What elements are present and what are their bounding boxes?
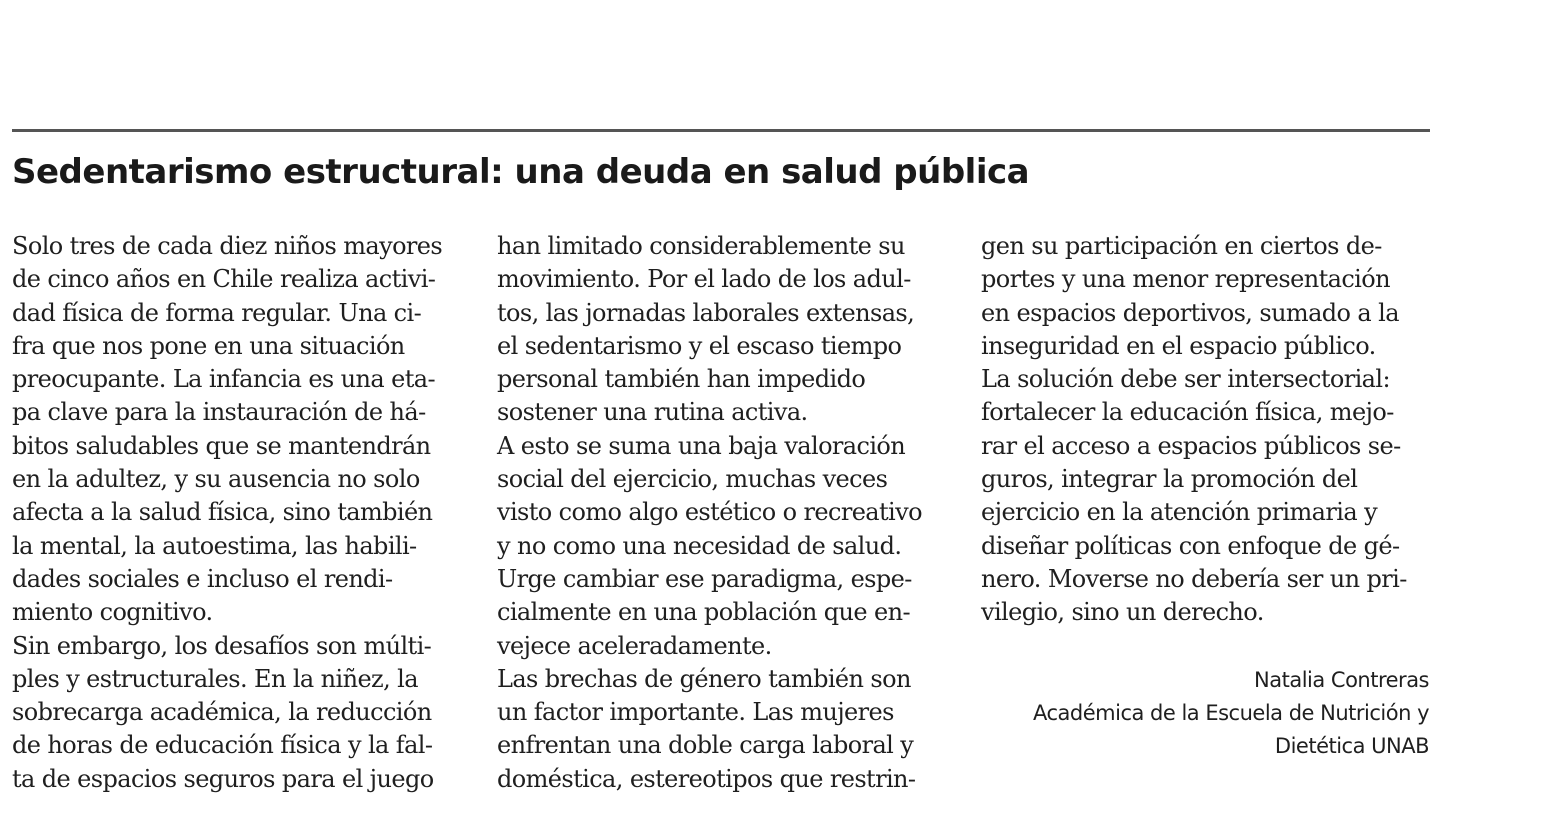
- author-signature: [1033, 664, 1429, 763]
- top-rule: [12, 129, 1430, 132]
- text-line: nero. Moverse no debería ser un pri-: [981, 564, 1407, 593]
- text-line: visto como algo estético o recreativo: [497, 498, 922, 527]
- author-name: Natalia Contreras: [1254, 668, 1429, 692]
- text-line: miento cognitivo.: [12, 598, 213, 627]
- text-line: la mental, la autoestima, las habili-: [12, 531, 417, 560]
- text-line: guros, integrar la promoción del: [981, 465, 1358, 494]
- text-line: preocupante. La infancia es una eta-: [12, 365, 435, 394]
- text-line: inseguridad en el espacio público.: [981, 331, 1376, 360]
- text-line: dad física de forma regular. Una ci-: [12, 298, 422, 327]
- text-line: cialmente en una población que en-: [497, 598, 910, 627]
- text-line: Solo tres de cada diez niños mayores: [12, 232, 443, 260]
- text-line: A esto se suma una baja valoración: [497, 431, 906, 460]
- text-line: La solución debe ser intersectorial:: [981, 365, 1390, 394]
- text-line: Las brechas de género también son: [497, 664, 911, 693]
- text-line: doméstica, estereotipos que restrin-: [497, 764, 916, 793]
- text-line: Urge cambiar ese paradigma, espe-: [497, 564, 912, 593]
- text-line: gen su participación en ciertos de-: [981, 232, 1382, 260]
- text-line: fra que nos pone en una situación: [12, 331, 405, 360]
- text-line: el sedentarismo y el escaso tiempo: [497, 331, 902, 360]
- article-column-3: [981, 230, 1451, 630]
- text-line: personal también han impedido: [497, 365, 866, 394]
- text-line: sobrecarga académica, la reducción: [12, 698, 432, 727]
- text-line: bitos saludables que se mantendrán: [12, 431, 431, 460]
- text-line: afecta a la salud física, sino también: [12, 498, 433, 527]
- text-line: fortalecer la educación física, mejo-: [981, 398, 1394, 427]
- text-line: en la adultez, y su ausencia no solo: [12, 465, 420, 494]
- text-line: ejercicio en la atención primaria y: [981, 498, 1378, 527]
- text-line: rar el acceso a espacios públicos se-: [981, 431, 1401, 460]
- text-line: Sin embargo, los desafíos son múlti-: [12, 631, 432, 660]
- text-line: y no como una necesidad de salud.: [497, 531, 902, 560]
- text-line: ples y estructurales. En la niñez, la: [12, 664, 418, 693]
- text-line: dades sociales e incluso el rendi-: [12, 564, 393, 593]
- headline: Sedentarismo estructural: una deuda en salud pública: [12, 152, 1030, 192]
- text-line: de horas de educación física y la fal-: [12, 731, 433, 760]
- text-line: vejece aceleradamente.: [497, 631, 772, 660]
- text-line: diseñar políticas con enfoque de gé-: [981, 531, 1400, 560]
- text-line: portes y una menor representación: [981, 265, 1390, 294]
- article-column-2: [497, 230, 967, 796]
- text-line: han limitado considerablemente su: [497, 232, 905, 260]
- text-line: de cinco años en Chile realiza activi-: [12, 265, 436, 294]
- text-line: ta de espacios seguros para el juego: [12, 764, 434, 793]
- text-line: movimiento. Por el lado de los adul-: [497, 265, 911, 294]
- text-line: en espacios deportivos, sumado a la: [981, 298, 1399, 327]
- author-role-line-1: Académica de la Escuela de Nutrición y: [1033, 701, 1429, 725]
- text-line: social del ejercicio, muchas veces: [497, 465, 888, 494]
- author-role-line-2: Dietética UNAB: [1274, 734, 1429, 758]
- article-column-1: [12, 230, 482, 796]
- text-line: sostener una rutina activa.: [497, 398, 808, 427]
- text-line: pa clave para la instauración de há-: [12, 398, 426, 427]
- text-line: enfrentan una doble carga laboral y: [497, 731, 914, 760]
- text-line: tos, las jornadas laborales extensas,: [497, 298, 915, 327]
- text-line: vilegio, sino un derecho.: [981, 598, 1264, 627]
- text-line: un factor importante. Las mujeres: [497, 698, 894, 727]
